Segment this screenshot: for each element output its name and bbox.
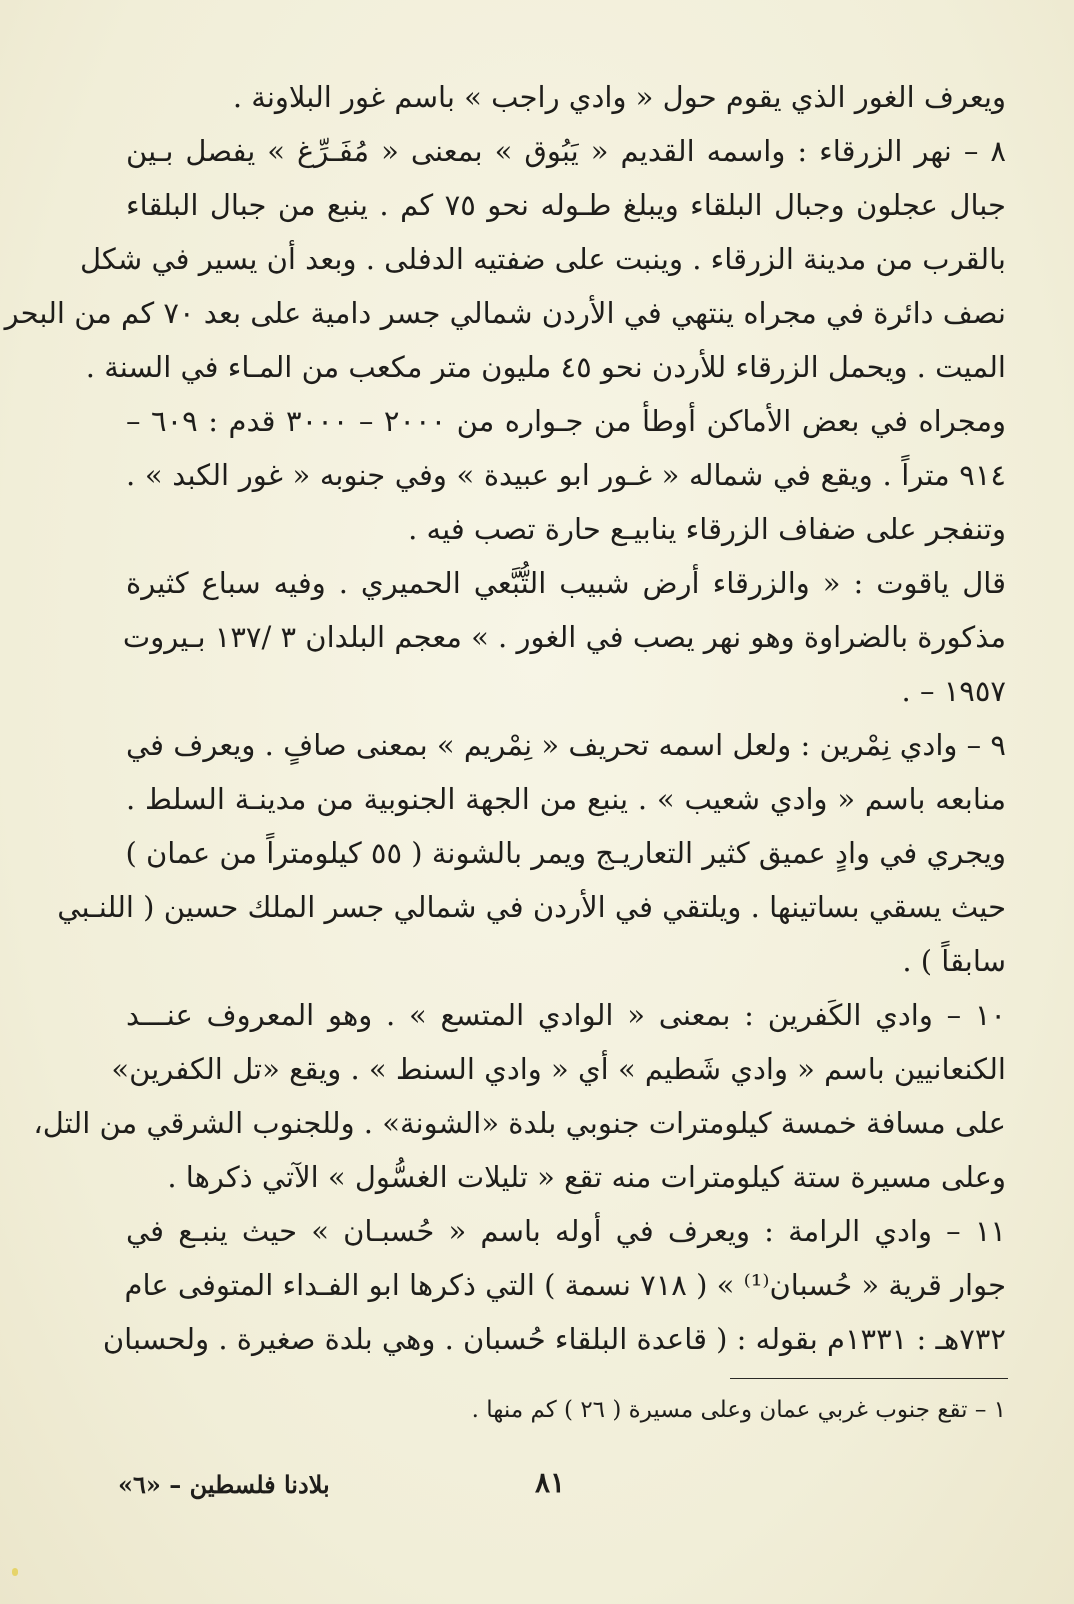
text-line: ويجري في وادٍ عميق كثير التعاريـج ويمر بالشونة ( ٥٥ كيلومتراً من عمان ) (125, 836, 1006, 870)
text-line: حيث يسقي بساتينها . ويلتقي في الأردن في شمالي جسر الملك حسين ( اللنـبي (57, 890, 1006, 924)
section-heading-line: ١٠ – وادي الكَفرين : بمعنى « الوادي المتسع » . وهو المعروف عنـــد (126, 998, 1006, 1032)
text-line: جبال عجلون وجبال البلقاء ويبلغ طـوله نحو ٧٥ كم . ينبع من جبال البلقاء (126, 188, 1006, 222)
page-number: ٨١ (535, 1466, 566, 1499)
ink-spot (12, 1568, 18, 1576)
text-line: منابعه باسم « وادي شعيب » . ينبع من الجهة الجنوبية من مدينـة السلط . (126, 782, 1006, 816)
text-line: جوار قرية « حُسبان⁽¹⁾ » ( ٧١٨ نسمة ) التي ذكرها ابو الفـداء المتوفى عام (124, 1268, 1006, 1302)
text-line: على مسافة خمسة كيلومترات جنوبي بلدة «الشونة» . وللجنوب الشرقي من التل، (33, 1106, 1006, 1140)
footnote: ١ – تقع جنوب غربي عمان وعلى مسيرة ( ٢٦ ) كم منها . (471, 1397, 1006, 1423)
text-line: نصف دائرة في مجراه ينتهي في الأردن شمالي جسر دامية على بعد ٧٠ كم من البحر (4, 296, 1006, 330)
footnote-divider (730, 1378, 1008, 1379)
text-line: ٧٣٢هـ : ١٣٣١م بقوله : ( قاعدة البلقاء حُسبان . وهي بلدة صغيرة . ولحسبان (102, 1322, 1006, 1356)
body-text (4, 70, 1006, 1366)
section-heading-line: ٨ – نهر الزرقاء : واسمه القديم « يَبُوق » بمعنى « مُفَـرِّغ » يفصل بـين (126, 134, 1006, 168)
text-line: ويعرف الغور الذي يقوم حول « وادي راجب » باسم غور البلاونة . (232, 80, 1006, 114)
quote-line: ١٩٥٧ – . (901, 674, 1006, 708)
section-heading-line: ٩ – وادي نِمْرين : ولعل اسمه تحريف « نِمْريم » بمعنى صافٍ . ويعرف في (126, 728, 1006, 762)
section-heading-line: ١١ – وادي الرامة : ويعرف في أوله باسم « حُسبـان » حيث ينبـع في (126, 1214, 1006, 1248)
text-line: سابقاً ) . (902, 944, 1006, 978)
text-line: بالقرب من مدينة الزرقاء . وينبت على ضفتيه الدفلى . وبعد أن يسير في شكل (79, 242, 1006, 276)
quote-line: قال ياقوت : « والزرقاء أرض شبيب التُّبَّعي الحميري . وفيه سباع كثيرة (126, 566, 1006, 600)
quote-line: مذكورة بالضراوة وهو نهر يصب في الغور . » معجم البلدان ٣ /١٣٧ بـيروت (122, 620, 1006, 654)
text-line: الميت . ويحمل الزرقاء للأردن نحو ٤٥ مليون متر مكعب من المـاء في السنة . (85, 350, 1006, 384)
text-line: الكنعانيين باسم « وادي شَطيم » أي « وادي السنط » . ويقع «تل الكفرين» (111, 1052, 1006, 1086)
text-line: ومجراه في بعض الأماكن أوطأ من جـواره من ٢٠٠٠ – ٣٠٠٠ قدم : ٦٠٩ – (126, 404, 1006, 438)
running-footer-title: بلادنا فلسطين – «٦» (118, 1470, 330, 1499)
text-line: وعلى مسيرة ستة كيلومترات منه تقع « تليلات الغسُّول » الآتي ذكرها . (167, 1160, 1006, 1194)
text-line: وتنفجر على ضفاف الزرقاء ينابيـع حارة تصب فيه . (408, 512, 1006, 546)
text-line: ٩١٤ متراً . ويقع في شماله « غـور ابو عبيدة » وفي جنوبه « غور الكبد » . (126, 458, 1006, 492)
